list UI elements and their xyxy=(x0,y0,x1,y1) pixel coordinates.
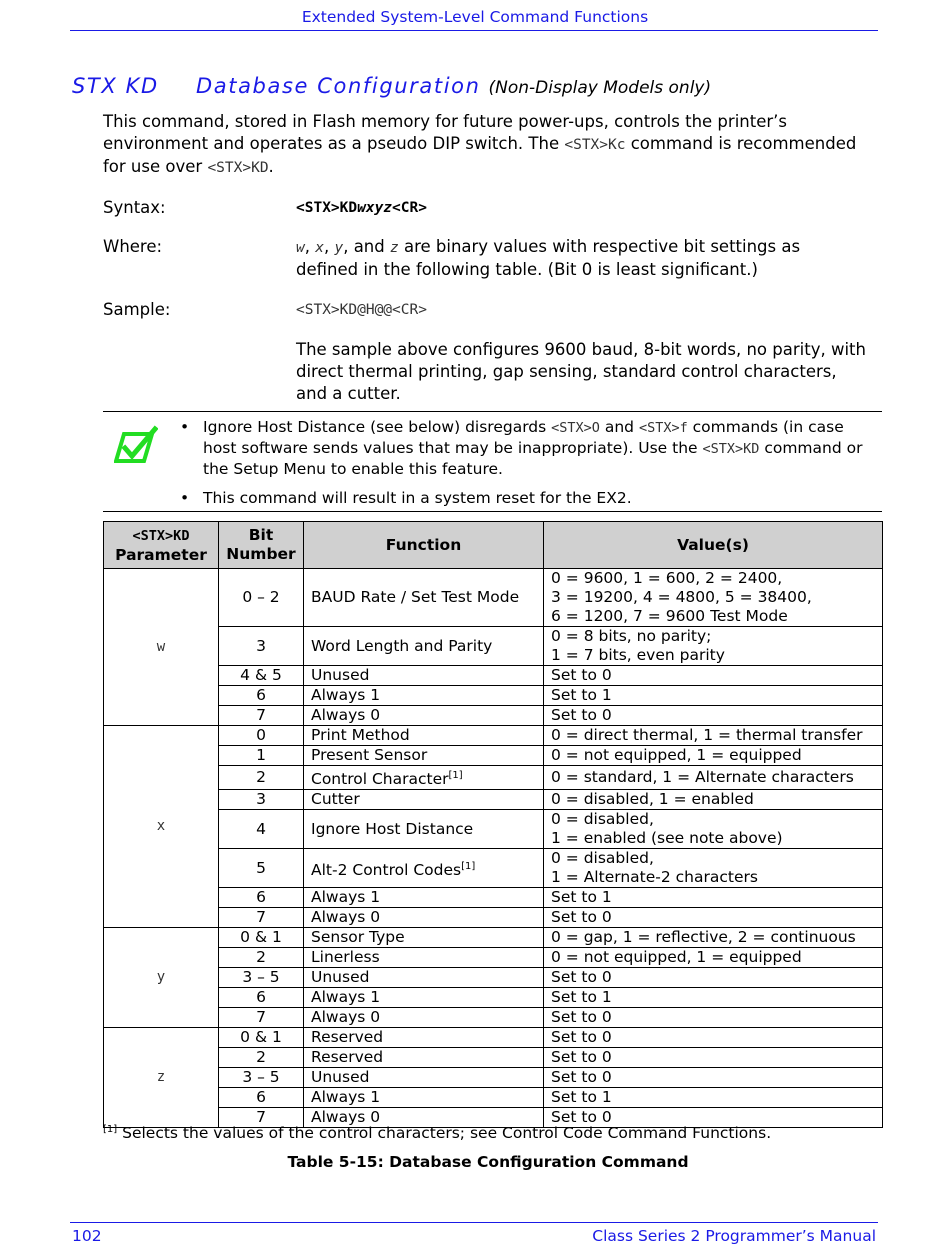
note-bullet-2: This command will result in a system reset for the EX2. xyxy=(203,489,632,507)
values-cell xyxy=(544,928,883,948)
function-cell xyxy=(304,726,544,746)
function-cell xyxy=(304,888,544,908)
footnote-ref: [1] xyxy=(448,770,463,781)
values-cell xyxy=(544,1048,883,1068)
values-cell xyxy=(544,810,883,849)
values-cell xyxy=(544,849,883,888)
function-text: Always 1 xyxy=(311,1088,381,1107)
table-row xyxy=(104,726,883,746)
manual-title: Class Series 2 Programmer’s Manual xyxy=(592,1227,876,1245)
function-cell xyxy=(304,746,544,766)
bit-cell: 3 – 5 xyxy=(219,1068,304,1088)
bit-cell: 6 xyxy=(219,988,304,1008)
bit-cell: 2 xyxy=(219,1048,304,1068)
function-text: Always 0 xyxy=(311,1108,381,1127)
values-cell xyxy=(544,888,883,908)
function-text: Alt-2 Control Codes xyxy=(311,860,462,879)
table-row xyxy=(104,988,883,1008)
config-table xyxy=(103,521,883,1128)
bit-cell: 6 xyxy=(219,1088,304,1108)
table-row xyxy=(104,928,883,948)
note-bullet-1 xyxy=(203,417,878,479)
footnote-mark: [1] xyxy=(103,1124,118,1135)
function-cell xyxy=(304,928,544,948)
function-cell xyxy=(304,1068,544,1088)
function-text: Always 1 xyxy=(311,888,381,907)
where-value xyxy=(296,236,866,281)
note-text: commands (in case host software sends values that may be inappropriate). Use the xyxy=(203,418,844,457)
function-text: Always 0 xyxy=(311,908,381,927)
values-cell xyxy=(544,1028,883,1048)
section-qualifier: (Non-Display Models only) xyxy=(488,78,712,98)
table-row xyxy=(104,686,883,706)
table-row xyxy=(104,766,883,790)
sample-code: <STX>KD@H@@<CR> xyxy=(296,302,427,318)
note-text: and xyxy=(599,418,639,436)
function-text: Always 1 xyxy=(311,988,381,1007)
value-line: 0 = disabled, 1 = enabled xyxy=(551,790,754,809)
note-code: <STX>f xyxy=(638,420,688,436)
table-row xyxy=(104,666,883,686)
header-function: Function xyxy=(304,522,544,569)
function-text: BAUD Rate / Set Test Mode xyxy=(311,588,520,606)
values-cell xyxy=(544,766,883,790)
syntax-suffix: <CR> xyxy=(392,200,427,216)
table-row xyxy=(104,849,883,888)
function-cell xyxy=(304,666,544,686)
bit-cell: 6 xyxy=(219,686,304,706)
function-text: Present Sensor xyxy=(311,746,428,764)
where-separator: , and xyxy=(343,237,390,256)
syntax-value xyxy=(296,197,866,219)
value-line: Set to 0 xyxy=(551,1108,612,1127)
function-text: Unused xyxy=(311,968,370,987)
header-values: Value(s) xyxy=(544,522,883,569)
bullet-marker: • xyxy=(180,418,190,436)
syntax-params: wxyz xyxy=(357,200,393,216)
table-row xyxy=(104,948,883,968)
where-text: are binary values with respective bit settings as defined in the following table. (Bit 0 is least significant.) xyxy=(296,237,801,279)
function-cell xyxy=(304,1008,544,1028)
value-line: Set to 0 xyxy=(551,666,612,684)
function-cell xyxy=(304,790,544,810)
values-cell xyxy=(544,968,883,988)
function-text: Sensor Type xyxy=(311,928,405,947)
table-caption: Table 5-15: Database Configuration Command xyxy=(287,1153,689,1171)
bit-cell: 7 xyxy=(219,908,304,928)
values-cell xyxy=(544,1068,883,1088)
function-cell xyxy=(304,908,544,928)
header-rule xyxy=(70,30,878,31)
value-line: Set to 1 xyxy=(551,1088,612,1107)
function-cell xyxy=(304,948,544,968)
table-row xyxy=(104,627,883,666)
values-cell xyxy=(544,908,883,928)
param-cell: x xyxy=(104,726,219,928)
table-row xyxy=(104,790,883,810)
header-parameter xyxy=(104,522,219,569)
table-row xyxy=(104,1008,883,1028)
intro-text: command is recommended for use over xyxy=(103,134,857,176)
where-separator: , xyxy=(323,237,335,256)
function-text: Word Length and Parity xyxy=(311,636,493,655)
bullet-marker: • xyxy=(180,489,190,507)
intro-paragraph xyxy=(103,111,873,179)
syntax-prefix: <STX>KD xyxy=(296,200,358,216)
param-z: z xyxy=(389,240,399,256)
table-row xyxy=(104,810,883,849)
table-row xyxy=(104,1028,883,1048)
footer-rule xyxy=(70,1222,878,1223)
bit-cell: 1 xyxy=(219,746,304,766)
table-row xyxy=(104,888,883,908)
function-text: Print Method xyxy=(311,726,410,744)
bit-cell: 6 xyxy=(219,888,304,908)
function-cell xyxy=(304,1088,544,1108)
note-code: <STX>O xyxy=(551,420,600,436)
where-separator: , xyxy=(304,237,316,256)
note-text: Ignore Host Distance (see below) disregards xyxy=(203,418,552,436)
bit-cell: 7 xyxy=(219,706,304,726)
table-footnote xyxy=(103,1124,771,1142)
table-row xyxy=(104,1088,883,1108)
value-line: 0 = direct thermal, 1 = thermal transfer xyxy=(551,726,863,744)
param-cell: w xyxy=(104,569,219,726)
values-cell xyxy=(544,686,883,706)
value-line: Set to 1 xyxy=(551,686,612,704)
param-y: y xyxy=(334,240,344,256)
checkmark-icon xyxy=(114,425,158,465)
bit-cell: 0 – 2 xyxy=(219,569,304,627)
values-cell xyxy=(544,706,883,726)
bit-cell: 7 xyxy=(219,1108,304,1128)
value-line: 0 = 9600, 1 = 600, 2 = 2400, xyxy=(551,569,783,587)
function-cell xyxy=(304,810,544,849)
function-text: Reserved xyxy=(311,1028,384,1047)
where-label: Where: xyxy=(103,237,163,256)
function-cell xyxy=(304,706,544,726)
value-line: Set to 0 xyxy=(551,1028,612,1047)
function-text: Ignore Host Distance xyxy=(311,819,474,838)
table-row xyxy=(104,1068,883,1088)
function-text: Always 0 xyxy=(311,1008,381,1027)
value-line: Set to 0 xyxy=(551,1008,612,1027)
bit-cell: 0 & 1 xyxy=(219,928,304,948)
value-line: 1 = Alternate-2 characters xyxy=(551,868,758,887)
bit-cell: 2 xyxy=(219,766,304,790)
value-line: Set to 0 xyxy=(551,706,612,724)
value-line: Set to 1 xyxy=(551,988,612,1007)
values-cell xyxy=(544,948,883,968)
value-line: 1 = 7 bits, even parity xyxy=(551,646,725,664)
table-row xyxy=(104,569,883,627)
function-cell xyxy=(304,766,544,790)
bit-cell: 3 xyxy=(219,790,304,810)
value-line: Set to 0 xyxy=(551,968,612,987)
values-cell xyxy=(544,1088,883,1108)
bit-cell: 4 xyxy=(219,810,304,849)
bit-cell: 2 xyxy=(219,948,304,968)
footnote-text: Selects the values of the control characters; see Control Code Command Functions. xyxy=(117,1124,772,1143)
sample-description: The sample above configures 9600 baud, 8-bit words, no parity, with direct thermal printing, gap sensing, standard control characters, and a cutter. xyxy=(296,340,866,403)
bit-cell: 4 & 5 xyxy=(219,666,304,686)
function-text: Unused xyxy=(311,666,370,684)
value-line: 6 = 1200, 7 = 9600 Test Mode xyxy=(551,607,788,625)
section-name: Database Configuration xyxy=(196,74,481,98)
header-param-label: Parameter xyxy=(115,545,207,564)
function-text: Reserved xyxy=(311,1048,384,1067)
intro-code: <STX>Kc xyxy=(564,137,626,153)
function-text: Cutter xyxy=(311,790,360,809)
header-bit-number: Bit Number xyxy=(219,522,304,569)
bit-cell: 3 – 5 xyxy=(219,968,304,988)
param-x: x xyxy=(315,240,324,256)
param-cell: z xyxy=(104,1028,219,1128)
function-text: Always 0 xyxy=(311,706,381,724)
value-line: Set to 0 xyxy=(551,1048,612,1067)
bit-cell: 5 xyxy=(219,849,304,888)
intro-text: . xyxy=(268,157,274,176)
values-cell xyxy=(544,1008,883,1028)
values-cell xyxy=(544,988,883,1008)
table-row xyxy=(104,968,883,988)
function-text: Control Character xyxy=(311,770,449,789)
bit-cell: 3 xyxy=(219,627,304,666)
syntax-label: Syntax: xyxy=(103,198,166,217)
function-text: Linerless xyxy=(311,948,380,967)
intro-code: <STX>KD xyxy=(207,160,269,176)
value-line: 0 = 8 bits, no parity; xyxy=(551,627,712,645)
value-line: 3 = 19200, 4 = 4800, 5 = 38400, xyxy=(551,588,812,606)
value-line: 1 = enabled (see note above) xyxy=(551,829,783,848)
values-cell xyxy=(544,746,883,766)
value-line: 0 = disabled, xyxy=(551,849,654,868)
function-text: Always 1 xyxy=(311,686,381,704)
table-row xyxy=(104,1048,883,1068)
value-line: Set to 0 xyxy=(551,1068,612,1087)
bit-cell: 0 & 1 xyxy=(219,1028,304,1048)
intro-text: This command, stored in Flash memory for future power-ups, controls the printer’s environment and operates as a pseudo DIP switch. The xyxy=(103,112,787,153)
value-line: 0 = standard, 1 = Alternate characters xyxy=(551,768,854,787)
function-cell xyxy=(304,968,544,988)
function-cell xyxy=(304,849,544,888)
param-w: w xyxy=(296,240,305,256)
values-cell xyxy=(544,790,883,810)
value-line: Set to 1 xyxy=(551,888,612,907)
table-body xyxy=(104,569,883,1128)
bit-cell: 7 xyxy=(219,1008,304,1028)
note-text: command or the Setup Menu to enable this feature. xyxy=(203,439,863,478)
function-cell xyxy=(304,627,544,666)
table-header-row xyxy=(104,522,883,569)
function-cell xyxy=(304,686,544,706)
page-number: 102 xyxy=(72,1227,102,1245)
header-param-code: <STX>KD xyxy=(132,527,190,544)
param-cell: y xyxy=(104,928,219,1028)
footnote-ref: [1] xyxy=(461,860,476,872)
function-cell xyxy=(304,988,544,1008)
value-line: 0 = disabled, xyxy=(551,810,654,829)
sample-label: Sample: xyxy=(103,300,171,319)
section-heading xyxy=(72,74,711,98)
table-row xyxy=(104,908,883,928)
function-text: Unused xyxy=(311,1068,370,1087)
values-cell xyxy=(544,666,883,686)
function-cell xyxy=(304,1028,544,1048)
value-line: 0 = gap, 1 = reflective, 2 = continuous xyxy=(551,928,856,947)
values-cell xyxy=(544,569,883,627)
bit-cell: 0 xyxy=(219,726,304,746)
note-code: <STX>KD xyxy=(702,441,760,457)
values-cell xyxy=(544,726,883,746)
table-row xyxy=(104,706,883,726)
table-row xyxy=(104,746,883,766)
value-line: 0 = not equipped, 1 = equipped xyxy=(551,948,802,967)
function-cell xyxy=(304,1048,544,1068)
values-cell xyxy=(544,627,883,666)
running-header: Extended System-Level Command Functions xyxy=(301,8,649,26)
value-line: 0 = not equipped, 1 = equipped xyxy=(551,746,802,764)
value-line: Set to 0 xyxy=(551,908,612,927)
section-command: STX KD xyxy=(72,74,159,98)
function-cell xyxy=(304,569,544,627)
